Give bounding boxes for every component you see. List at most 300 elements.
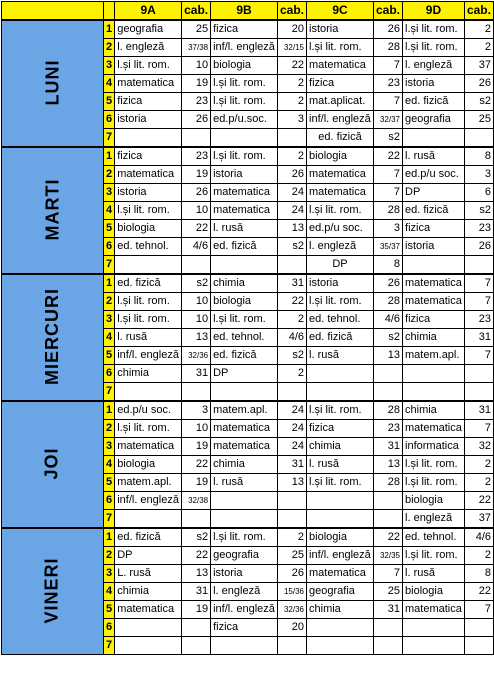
room-cell: s2 [464,202,493,220]
room-cell: 22 [374,147,403,166]
subject-cell [307,383,374,402]
room-cell [278,637,307,655]
room-cell: s2 [374,129,403,148]
subject-cell: inf/l. engleză [307,547,374,565]
room-cell: 2 [464,456,493,474]
subject-cell: istoria [403,75,465,93]
subject-cell: istoria [115,111,182,129]
subject-cell: fizica [115,93,182,111]
room-cell [374,637,403,655]
subject-cell: l.și lit. rom. [211,75,278,93]
subject-cell: ed. fizică [211,347,278,365]
corner-cell [2,2,104,21]
subject-cell: biologia [307,147,374,166]
room-cell: 4/6 [182,238,211,256]
room-cell [464,256,493,275]
period-number: 2 [104,420,115,438]
room-cell: 2 [278,528,307,547]
timetable [1,1,494,655]
subject-cell: matem.apl. [211,401,278,420]
subject-cell: matematica [307,184,374,202]
room-cell: 25 [374,583,403,601]
subject-cell: chimia [307,438,374,456]
subject-cell: chimia [403,401,465,420]
room-cell: 31 [182,365,211,383]
table-row [2,20,494,39]
room-cell: 22 [278,57,307,75]
room-cell [464,365,493,383]
subject-cell: ed. fizică [403,202,465,220]
period-number: 6 [104,238,115,256]
subject-cell [403,619,465,637]
day-label [2,147,104,274]
subject-cell: matematica [307,57,374,75]
subject-cell [403,383,465,402]
subject-cell: inf/l. engleză [211,39,278,57]
table-row [2,274,494,293]
room-cell: 13 [374,347,403,365]
room-cell: 24 [278,420,307,438]
room-cell [464,619,493,637]
room-cell: 25 [182,20,211,39]
room-cell [182,619,211,637]
subject-cell: biologia [403,583,465,601]
room-cell: 22 [182,220,211,238]
room-cell: 19 [182,438,211,456]
room-cell: s2 [374,329,403,347]
room-cell: 32/38 [182,492,211,510]
room-cell: s2 [464,93,493,111]
subject-cell: matematica [115,438,182,456]
period-number: 2 [104,547,115,565]
room-cell [182,256,211,275]
day-label [2,401,104,528]
timetable-body [2,20,494,655]
room-cell: 31 [182,583,211,601]
room-cell: 2 [464,39,493,57]
subject-cell: ed.p/u soc. [307,220,374,238]
room-cell: 6 [464,184,493,202]
room-cell: 24 [278,184,307,202]
room-cell [374,492,403,510]
subject-cell: inf/l. engleză [211,601,278,619]
room-cell: 7 [464,420,493,438]
subject-cell: l. engleză [403,510,465,529]
subject-cell: l. engleză [211,583,278,601]
room-cell: 31 [278,456,307,474]
room-cell: 13 [278,474,307,492]
period-number: 4 [104,75,115,93]
subject-cell: l.și lit. rom. [403,547,465,565]
room-cell: 15/36 [278,583,307,601]
room-cell [374,510,403,529]
table-row [2,401,494,420]
subject-cell: matematica [403,293,465,311]
period-number: 2 [104,39,115,57]
period-number: 5 [104,601,115,619]
period-number: 6 [104,619,115,637]
subject-cell [403,129,465,148]
subject-cell: l. engleză [307,238,374,256]
subject-cell: l.și lit. rom. [115,202,182,220]
subject-cell [211,492,278,510]
subject-cell [115,619,182,637]
period-number: 6 [104,365,115,383]
subject-cell [211,256,278,275]
subject-cell: chimia [307,601,374,619]
subject-cell [307,619,374,637]
header-cab: cab. [278,2,307,21]
subject-cell: biologia [115,220,182,238]
room-cell: 10 [182,202,211,220]
period-number: 1 [104,401,115,420]
period-number: 5 [104,93,115,111]
subject-cell: ed. tehnol. [211,329,278,347]
subject-cell [211,129,278,148]
subject-cell: matematica [115,166,182,184]
subject-cell: geografia [403,111,465,129]
room-cell: 31 [278,274,307,293]
subject-cell [211,637,278,655]
subject-cell: fizica [115,147,182,166]
room-cell [374,619,403,637]
room-cell [464,129,493,148]
room-cell: 24 [278,438,307,456]
room-cell: 20 [278,619,307,637]
subject-cell: l.și lit. rom. [403,456,465,474]
room-cell: 4/6 [464,528,493,547]
room-cell: 2 [464,20,493,39]
subject-cell: istoria [307,20,374,39]
room-cell [182,129,211,148]
period-number: 1 [104,147,115,166]
subject-cell [115,129,182,148]
room-cell [182,383,211,402]
room-cell: 26 [464,75,493,93]
room-cell: 7 [374,57,403,75]
room-cell: 7 [464,274,493,293]
room-cell: 31 [374,438,403,456]
subject-cell [403,256,465,275]
subject-cell: l. rusă [307,456,374,474]
subject-cell: biologia [307,528,374,547]
subject-cell: l.și lit. rom. [211,311,278,329]
subject-cell: matem.apl. [403,347,465,365]
subject-cell: l.și lit. rom. [115,293,182,311]
room-cell: s2 [182,274,211,293]
header-cab: cab. [182,2,211,21]
subject-cell [115,256,182,275]
period-number: 4 [104,202,115,220]
subject-cell: ed. tehnol. [307,311,374,329]
room-cell: 8 [464,147,493,166]
room-cell: 22 [374,528,403,547]
subject-cell: fizica [307,75,374,93]
period-number: 4 [104,456,115,474]
room-cell: 2 [278,311,307,329]
subject-cell [115,383,182,402]
room-cell: 24 [278,202,307,220]
subject-cell: biologia [115,456,182,474]
subject-cell: ed. tehnol. [115,238,182,256]
room-cell: 13 [278,220,307,238]
period-number: 1 [104,20,115,39]
subject-cell: mat.aplicat. [307,93,374,111]
period-number: 3 [104,438,115,456]
subject-cell: geografia [115,20,182,39]
subject-cell: geografia [211,547,278,565]
period-number: 3 [104,565,115,583]
subject-cell: ed. fizică [307,329,374,347]
subject-cell: chimia [115,365,182,383]
room-cell: 3 [278,111,307,129]
subject-cell: matematica [115,75,182,93]
subject-cell: inf/l. engleză [307,111,374,129]
day-name: MIERCURI [42,287,62,385]
room-cell: 35/37 [374,238,403,256]
day-name: LUNI [42,59,62,105]
room-cell: 22 [278,293,307,311]
room-cell: 32/15 [278,39,307,57]
day-label [2,528,104,655]
header-cab: cab. [374,2,403,21]
subject-cell: chimia [403,329,465,347]
room-cell: 19 [182,601,211,619]
room-cell [278,256,307,275]
subject-cell: matematica [211,420,278,438]
period-number: 7 [104,383,115,402]
room-cell: 23 [464,220,493,238]
room-cell: s2 [182,528,211,547]
period-number: 2 [104,166,115,184]
room-cell: 23 [374,75,403,93]
room-cell: 28 [374,39,403,57]
subject-cell: istoria [307,274,374,293]
room-cell: 37 [464,510,493,529]
subject-cell: matematica [307,565,374,583]
period-number: 7 [104,129,115,148]
room-cell [374,383,403,402]
subject-cell: l.și lit. rom. [115,311,182,329]
subject-cell: biologia [211,57,278,75]
room-cell: 4/6 [374,311,403,329]
room-cell: 26 [278,166,307,184]
room-cell: 23 [374,420,403,438]
subject-cell [403,637,465,655]
subject-cell: l.și lit. rom. [211,93,278,111]
period-number: 7 [104,510,115,529]
subject-cell: l.și lit. rom. [211,147,278,166]
subject-cell: l.și lit. rom. [211,528,278,547]
room-cell [464,383,493,402]
room-cell: 7 [464,347,493,365]
subject-cell: l.și lit. rom. [307,39,374,57]
table-row [2,528,494,547]
subject-cell: matem.apl. [115,474,182,492]
subject-cell: geografia [307,583,374,601]
room-cell: 32 [464,438,493,456]
subject-cell [307,637,374,655]
room-cell: 32/37 [374,111,403,129]
subject-cell: ed. fizică [403,93,465,111]
subject-cell: l. engleză [115,39,182,57]
day-label [2,20,104,147]
room-cell [278,129,307,148]
subject-cell: matematica [403,420,465,438]
room-cell: 26 [278,565,307,583]
room-cell: 2 [278,365,307,383]
subject-cell: l. rusă [403,147,465,166]
period-number: 5 [104,220,115,238]
period-number: 1 [104,274,115,293]
room-cell: 32/35 [374,547,403,565]
subject-cell: l.și lit. rom. [307,293,374,311]
subject-cell: fizica [211,619,278,637]
subject-cell: l.și lit. rom. [115,57,182,75]
day-label [2,274,104,401]
room-cell [464,637,493,655]
subject-cell: ed. tehnol. [403,528,465,547]
subject-cell: l. rusă [115,329,182,347]
room-cell: 22 [464,492,493,510]
subject-cell: l.și lit. rom. [403,20,465,39]
subject-cell: matematica [115,601,182,619]
subject-cell: l.și lit. rom. [403,474,465,492]
header-cab: cab. [464,2,493,21]
subject-cell: istoria [211,166,278,184]
room-cell: 25 [278,547,307,565]
room-cell: 26 [182,111,211,129]
header-9d: 9D [403,2,465,21]
room-cell: 3 [374,220,403,238]
subject-cell: matematica [403,274,465,293]
subject-cell: l.și lit. rom. [403,39,465,57]
subject-cell: ed.p/u soc. [115,401,182,420]
day-name: MARTI [42,178,62,240]
subject-cell: fizica [403,220,465,238]
subject-cell: l.și lit. rom. [307,401,374,420]
subject-cell: fizica [211,20,278,39]
subject-cell: fizica [403,311,465,329]
period-number: 3 [104,311,115,329]
room-cell: 19 [182,75,211,93]
room-cell: 28 [374,401,403,420]
subject-cell [307,510,374,529]
room-cell: 23 [464,311,493,329]
day-name: JOI [41,446,62,480]
period-number: 6 [104,111,115,129]
room-cell: 19 [182,474,211,492]
room-cell: 26 [374,20,403,39]
period-number: 4 [104,329,115,347]
room-cell: 37/38 [182,39,211,57]
room-cell [182,637,211,655]
room-cell: 2 [464,547,493,565]
subject-cell [307,492,374,510]
room-cell: 7 [374,184,403,202]
subject-cell: inf/l. engleză [115,492,182,510]
period-number: 4 [104,583,115,601]
room-cell: 31 [464,401,493,420]
room-cell: 32/36 [182,347,211,365]
day-name: VINERI [41,556,62,624]
room-cell: 26 [182,184,211,202]
subject-cell: l.și lit. rom. [115,420,182,438]
subject-cell [115,637,182,655]
subject-cell: l.și lit. rom. [307,474,374,492]
room-cell: s2 [278,347,307,365]
period-number: 3 [104,184,115,202]
table-row [2,147,494,166]
subject-cell: matematica [307,166,374,184]
subject-cell [307,365,374,383]
room-cell: 26 [374,274,403,293]
room-cell: 7 [374,166,403,184]
subject-cell: chimia [115,583,182,601]
subject-cell: ed. fizică [115,528,182,547]
subject-cell: informatica [403,438,465,456]
subject-cell [115,510,182,529]
subject-cell: ed. fizică [115,274,182,293]
subject-cell: L. rusă [115,565,182,583]
subject-cell: matematica [211,438,278,456]
subject-cell: chimia [211,456,278,474]
room-cell: 7 [374,565,403,583]
room-cell: 7 [374,93,403,111]
header-row [2,2,494,21]
room-cell: s2 [278,238,307,256]
room-cell: 24 [278,401,307,420]
room-cell: 31 [374,601,403,619]
room-cell [278,383,307,402]
subject-cell: ed. fizică [211,238,278,256]
period-number: 3 [104,57,115,75]
room-cell: 10 [182,311,211,329]
room-cell: 22 [464,583,493,601]
room-cell [374,365,403,383]
room-cell: 19 [182,166,211,184]
subject-cell [211,510,278,529]
period-number: 5 [104,474,115,492]
period-number: 6 [104,492,115,510]
subject-cell: chimia [211,274,278,293]
header-9a: 9A [115,2,182,21]
corner-cell [104,2,115,21]
room-cell: 2 [278,75,307,93]
room-cell: 7 [464,601,493,619]
period-number: 2 [104,293,115,311]
subject-cell: ed.p/u.soc. [211,111,278,129]
subject-cell: biologia [211,293,278,311]
subject-cell: l. rusă [403,565,465,583]
subject-cell: fizica [307,420,374,438]
subject-cell: l. rusă [307,347,374,365]
subject-cell: matematica [211,184,278,202]
subject-cell: matematica [211,202,278,220]
subject-cell [403,365,465,383]
subject-cell: l. rusă [211,474,278,492]
room-cell: 8 [464,565,493,583]
subject-cell: DP [211,365,278,383]
room-cell: 28 [374,202,403,220]
subject-cell: istoria [211,565,278,583]
subject-cell: matematica [403,601,465,619]
subject-cell: l.și lit. rom. [307,202,374,220]
room-cell: 32/36 [278,601,307,619]
period-number: 1 [104,528,115,547]
room-cell: 2 [464,474,493,492]
room-cell: 25 [464,111,493,129]
